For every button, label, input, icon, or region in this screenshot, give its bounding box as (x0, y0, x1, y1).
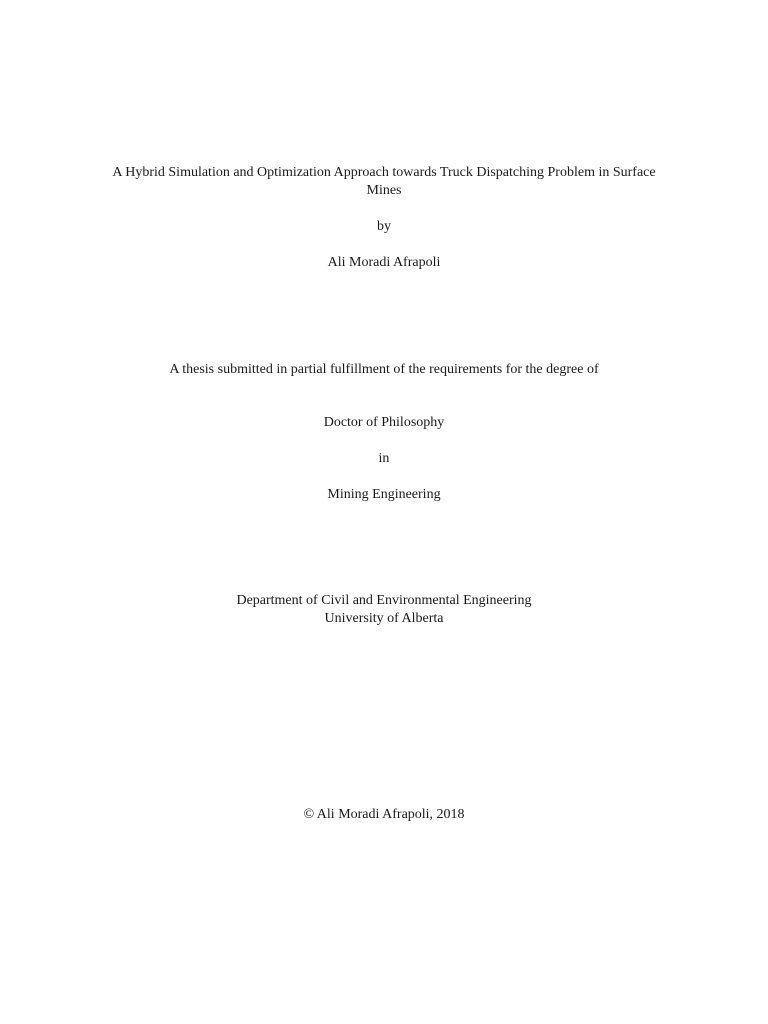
university-name: University of Alberta (324, 611, 444, 626)
author-name: Ali Moradi Afrapoli (327, 255, 441, 270)
submission-statement: A thesis submitted in partial fulfillment of the requirements for the degree of (169, 362, 599, 377)
copyright-notice: © Ali Moradi Afrapoli, 2018 (303, 807, 465, 822)
department-name: Department of Civil and Environmental Engineering (236, 593, 532, 608)
discipline-name: Mining Engineering (327, 487, 441, 502)
by-label: by (377, 219, 391, 234)
thesis-title-line-2: Mines (366, 183, 402, 198)
in-label: in (378, 451, 390, 466)
degree-name: Doctor of Philosophy (323, 415, 445, 430)
thesis-title-line-1: A Hybrid Simulation and Optimization Approach towards Truck Dispatching Problem in Surface (112, 165, 656, 180)
thesis-title (84, 164, 684, 200)
